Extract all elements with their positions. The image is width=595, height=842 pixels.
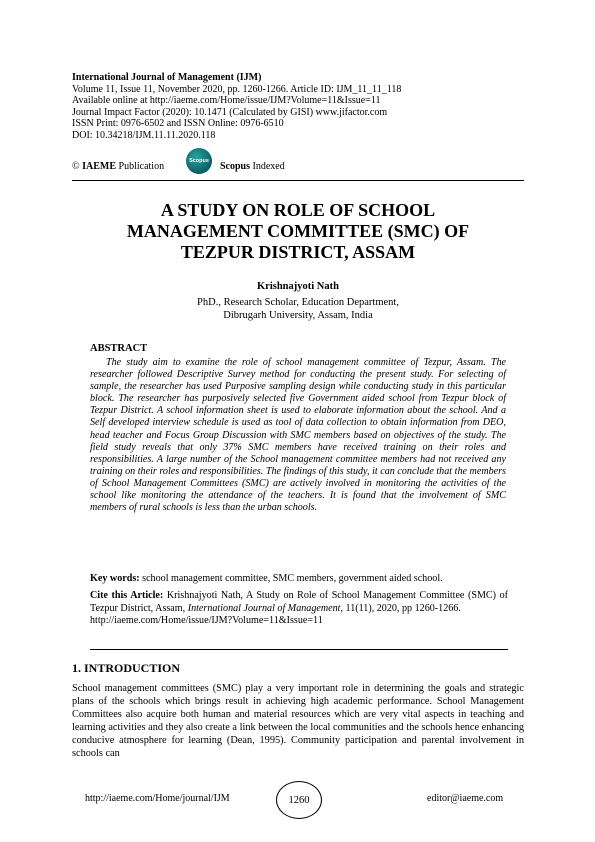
paper-title xyxy=(72,200,524,263)
keywords-label: Key words: xyxy=(90,573,140,584)
scopus-logo-icon xyxy=(186,148,212,174)
publisher-suffix: Publication xyxy=(116,161,165,172)
keywords-text: school management committee, SMC members, government aided school. xyxy=(139,573,443,584)
journal-header xyxy=(72,72,522,142)
citation-label: Cite this Article: xyxy=(90,590,164,601)
page-number: 1260 xyxy=(276,781,322,819)
affiliation-line: PhD., Research Scholar, Education Department, xyxy=(197,297,399,308)
citation-text: Krishnajyoti Nath, A Study on Role of School Management Committee (SMC) of Tezpur District, Assam, xyxy=(90,590,508,614)
title-line: TEZPUR DISTRICT, ASSAM xyxy=(180,242,416,262)
journal-info-line: Volume 11, Issue 11, November 2020, pp. 1260-1266. Article ID: IJM_11_11_118 xyxy=(72,83,402,95)
scopus-logo-text: Scopus xyxy=(189,158,209,164)
indexed-suffix: Indexed xyxy=(250,161,285,172)
journal-info-line: DOI: 10.34218/IJM.11.11.2020.118 xyxy=(72,129,216,141)
header-divider xyxy=(72,180,524,181)
title-line: A STUDY ON ROLE OF SCHOOL xyxy=(160,200,436,220)
citation-divider xyxy=(90,649,508,650)
journal-info-line: Available online at http://iaeme.com/Home/issue/IJM?Volume=11&Issue=11 xyxy=(72,95,381,107)
publisher-name: IAEME xyxy=(82,161,117,172)
citation-volume: 11(11), 2020, pp 1260-1266. xyxy=(343,602,461,614)
keywords xyxy=(90,573,510,584)
abstract-heading: ABSTRACT xyxy=(90,343,148,354)
section-body: School management committees (SMC) play a very important role in determining the goals and strategic plans of the schools which brings result in achieving high academic performance. School Management Committees also acquire both human and material resources which are very vital aspects in teaching and learning activities and they also create a link between the local communities and the schools hence enhancing conducive atmosphere for learning (Dean, 1995). Community participation and parental involvement in schools can xyxy=(72,683,524,759)
footer-journal-link[interactable]: http://iaeme.com/Home/journal/IJM xyxy=(85,793,230,804)
copyright-symbol: © xyxy=(72,161,83,172)
section-heading: 1. INTRODUCTION xyxy=(72,661,181,675)
author-affiliation xyxy=(72,296,524,322)
journal-info-line: Journal Impact Factor (2020): 10.1471 (Calculated by GISI) www.jifactor.com xyxy=(72,106,388,118)
footer-email-link[interactable]: editor@iaeme.com xyxy=(427,793,504,804)
citation-url[interactable]: http://iaeme.com/Home/issue/IJM?Volume=11&Issue=11 xyxy=(90,615,323,627)
citation xyxy=(90,590,508,628)
citation-journal: International Journal of Management, xyxy=(187,602,344,614)
abstract-text: The study aim to examine the role of school management committee of Tezpur, Assam. The researcher followed Descriptive Survey method for conducting the present study. For selecting of sample, the researcher has used Purposive sampling design while conducting study in this particular block. The researcher has purposively selected five Government aided school from Tezpur block of Tezpur District. A school information sheet is used to elaborate information about the school. And a Self developed interview schedule is used as tool of data collection to obtain information from DEO, head teacher and Focus Group Discussion with SMC members based on objectives of the study. The field study reveals that only 37% SMC members have received training on their roles and responsibilities. A large number of the School management committee members had not received any training on their roles and responsibilities. The findings of this study, it can conclude that the members of School Management Committees (SMC) are actively involved in monitoring the activities of the school like monitoring the attendance of the teachers. It is found that the involvement of SMC members of rural schools is less than the urban schools. xyxy=(90,357,506,514)
title-line: MANAGEMENT COMMITTEE (SMC) OF xyxy=(126,221,470,241)
journal-name: International Journal of Management (IJM) xyxy=(72,72,262,83)
publisher-credit xyxy=(72,161,164,172)
journal-info-line: ISSN Print: 0976-6502 and ISSN Online: 0976-6510 xyxy=(72,118,284,130)
author-name: Krishnajyoti Nath xyxy=(257,281,339,292)
affiliation-line: Dibrugarh University, Assam, India xyxy=(223,310,373,321)
indexed-by: Scopus xyxy=(220,161,251,172)
publisher-row xyxy=(72,148,522,178)
indexed-credit xyxy=(220,161,285,172)
